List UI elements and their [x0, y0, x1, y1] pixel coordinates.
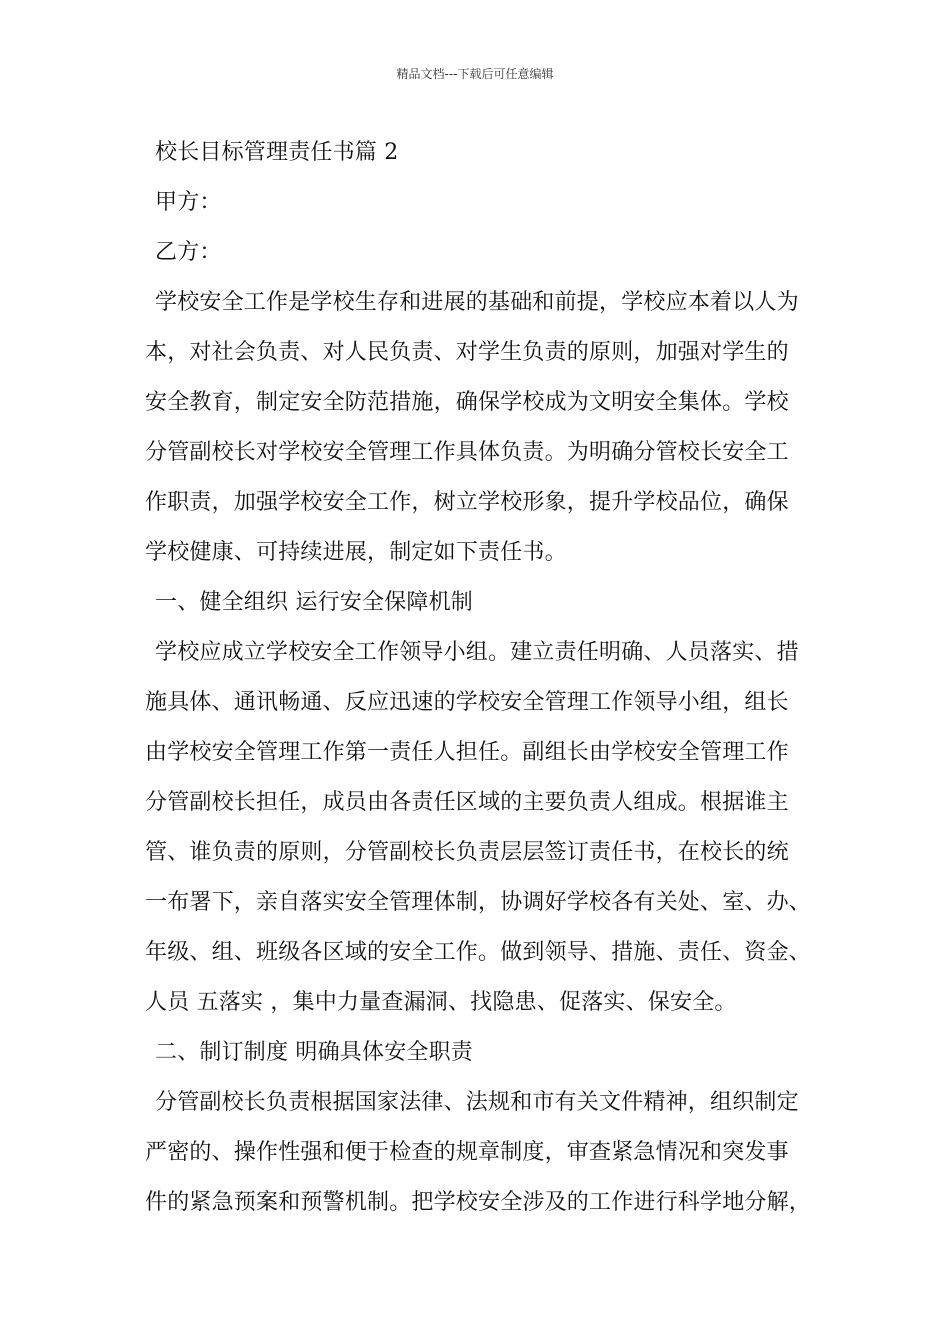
document-title: 校长目标管理责任书篇 2 — [155, 140, 399, 165]
document-body — [145, 128, 815, 1228]
paragraph-line: 年级、组、班级各区域的安全工作。做到领导、措施、责任、资金、 — [145, 940, 812, 965]
section-heading-2: 二、制订制度 明确具体安全职责 — [155, 1040, 473, 1065]
paragraph-line: 作职责，加强学校安全工作，树立学校形象，提升学校品位，确保 — [145, 490, 789, 515]
paragraph-line: 管、谁负责的原则，分管副校长负责层层签订责任书，在校长的统 — [145, 840, 789, 865]
paragraph-line: 安全教育，制定安全防范措施，确保学校成为文明安全集体。学校 — [145, 390, 789, 415]
party-a-label: 甲方： — [155, 190, 222, 215]
paragraph-line: 分管副校长负责根据国家法律、法规和市有关文件精神，组织制定 — [155, 1090, 799, 1115]
paragraph-line: 学校健康、可持续进展，制定如下责任书。 — [145, 540, 567, 565]
paragraph-line: 学校应成立学校安全工作领导小组。建立责任明确、人员落实、措 — [155, 640, 799, 665]
paragraph-line: 本，对社会负责、对人民负责、对学生负责的原则，加强对学生的 — [145, 340, 789, 365]
page-header: 精品文档---下载后可任意编辑 — [396, 67, 554, 81]
paragraph-line: 施具体、通讯畅通、反应迅速的学校安全管理工作领导小组，组长 — [145, 690, 789, 715]
paragraph-line: 学校安全工作是学校生存和进展的基础和前提，学校应本着以人为 — [155, 290, 799, 315]
paragraph-line: 分管副校长担任，成员由各责任区域的主要负责人组成。根据谁主 — [145, 790, 789, 815]
paragraph-line: 严密的、操作性强和便于检查的规章制度，审查紧急情况和突发事 — [145, 1140, 789, 1165]
paragraph-line: 件的紧急预案和预警机制。把学校安全涉及的工作进行科学地分解， — [145, 1190, 812, 1215]
section-heading-1: 一、健全组织 运行安全保障机制 — [155, 590, 473, 615]
party-b-label: 乙方： — [155, 240, 222, 265]
paragraph-line: 一布署下，亲自落实安全管理体制，协调好学校各有关处、室、办、 — [145, 890, 812, 915]
paragraph-line: 人员 五落实 ，集中力量查漏洞、找隐患、促落实、保安全。 — [145, 990, 737, 1015]
paragraph-line: 由学校安全管理工作第一责任人担任。副组长由学校安全管理工作 — [145, 740, 789, 765]
paragraph-line: 分管副校长对学校安全管理工作具体负责。为明确分管校长安全工 — [145, 440, 789, 465]
